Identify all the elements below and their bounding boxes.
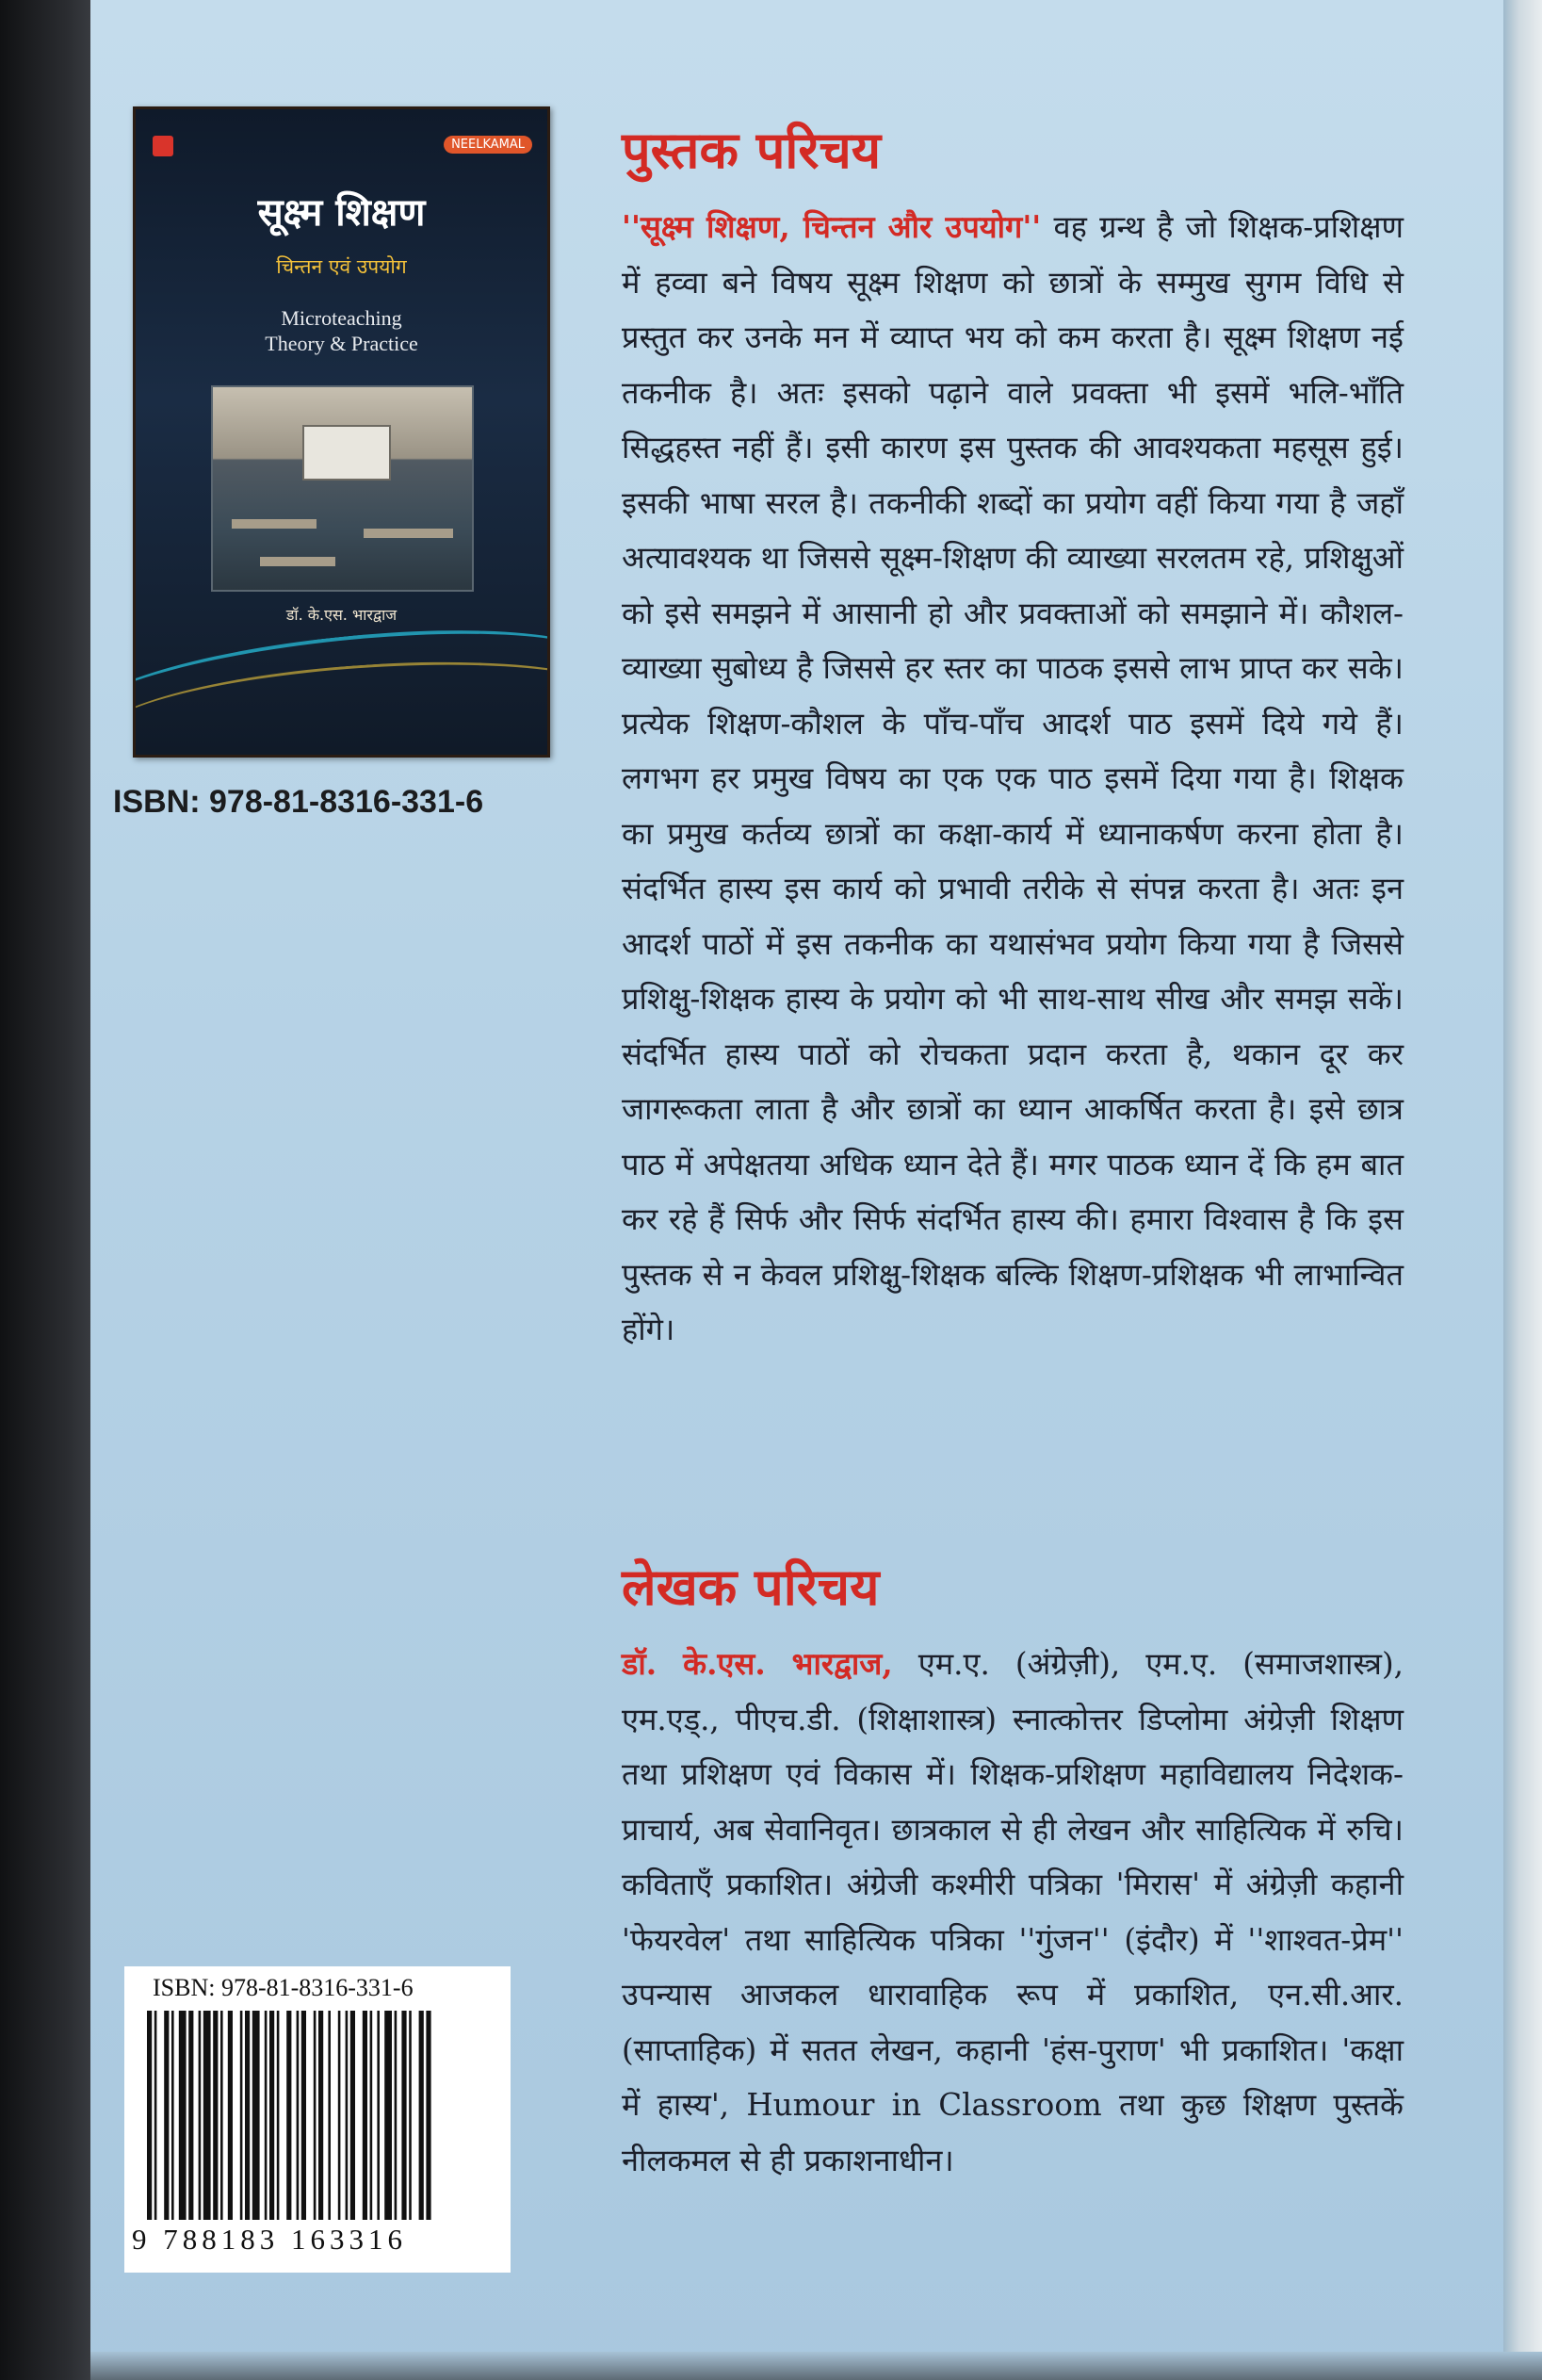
- desk: [364, 529, 453, 538]
- barcode-bar: [301, 2011, 306, 2220]
- barcode-bar: [314, 2011, 317, 2220]
- barcode-bar: [164, 2011, 169, 2220]
- barcode-digits: 9 788183 163316: [132, 2223, 407, 2256]
- barcode-bar: [245, 2011, 250, 2220]
- desk: [260, 557, 335, 566]
- barcode-bar: [401, 2011, 406, 2220]
- barcode-bar: [318, 2011, 323, 2220]
- barcode-bar: [363, 2011, 367, 2220]
- barcode-isbn-text: ISBN: 978-81-8316-331-6: [153, 1974, 414, 2001]
- publisher-logo-icon: [153, 136, 173, 156]
- isbn-label: ISBN: 978-81-8316-331-6: [113, 784, 484, 820]
- barcode-bar: [384, 2011, 392, 2220]
- barcode-bar: [240, 2011, 243, 2220]
- barcode-bar: [277, 2011, 280, 2220]
- bottom-edge: [90, 2352, 1542, 2380]
- barcode-bar: [228, 2011, 233, 2220]
- barcode-bar: [286, 2011, 291, 2220]
- barcode-bar: [147, 2011, 152, 2220]
- barcode-bar: [338, 2011, 341, 2220]
- book-intro-heading: पुस्तक परिचय: [622, 121, 882, 180]
- barcode-bar: [179, 2011, 187, 2220]
- barcode-bar: [199, 2011, 202, 2220]
- book-intro-section: [622, 200, 1404, 1358]
- barcode-bar: [265, 2011, 268, 2220]
- author-name-highlight: डॉ. के.एस. भारद्वाज,: [622, 1645, 893, 1682]
- author-intro-section: [622, 1637, 1404, 2188]
- thumbnail-title: सूक्ष्म शिक्षण: [257, 190, 426, 235]
- publisher-badge: NEELKAMAL: [444, 136, 532, 154]
- whiteboard: [302, 425, 391, 481]
- page-edge: [1503, 0, 1542, 2380]
- barcode-bar: [188, 2011, 193, 2220]
- thumbnail-english-line-1: Microteaching: [281, 306, 402, 330]
- author-intro-paragraph: [622, 1637, 1404, 2188]
- barcode-bar: [419, 2011, 424, 2220]
- book-intro-paragraph: [622, 200, 1404, 1358]
- barcode-bar: [154, 2011, 157, 2220]
- barcode-bars: [147, 2011, 495, 2220]
- barcode-bar: [346, 2011, 349, 2220]
- barcode-bar: [203, 2011, 211, 2220]
- thumbnail-english-line-2: Theory & Practice: [265, 332, 418, 355]
- barcode-bar: [426, 2011, 430, 2220]
- desk: [232, 519, 317, 529]
- barcode-bar: [252, 2011, 260, 2220]
- barcode-bar: [350, 2011, 355, 2220]
- barcode-bar: [328, 2011, 331, 2220]
- barcode-bar: [409, 2011, 412, 2220]
- author-intro-text: एम.ए. (अंग्रेज़ी), एम.ए. (समाजशास्त्र), एम.एड्., पीएच.डी. (शिक्षाशास्त्र) स्नात्कोत्तर डिप्लोमा अंग्रेज़ी शिक्षण तथा प्रशिक्षण एवं विकास में। शिक्षक-प्रशिक्षण महाविद्यालय निदेशक-प्राचार्य, अब सेवानिवृत। छात्रकाल से ही लेखन और साहित्यिक में रुचि। कविताएँ प्रकाशित। अंग्रेजी कश्मीरी पत्रिका 'मिरास' में अंग्रेज़ी कहानी 'फेयरवेल' तथा साहित्यिक पत्रिका ''गुंजन'' (इंदौर) में ''शाश्वत-प्रेम'' उपन्यास आजकल धारावाहिक रूप में प्रकाशित, एन.सी.आर. (साप्ताहिक) में सतत लेखन, कहानी 'हंस-पुराण' भी प्रकाशित। 'कक्षा में हास्य', Humour in Classroom तथा कुछ शिक्षण पुस्तकें नीलकमल से ही प्रकाशनाधीन।: [622, 1646, 1404, 2178]
- book-intro-text: वह ग्रन्थ है जो शिक्षक-प्रशिक्षण में हव्वा बने विषय सूक्ष्म शिक्षण को छात्रों के सम्मुख सुगम विधि से प्रस्तुत कर उनके मन में व्याप्त भय को कम करता है। सूक्ष्म शिक्षण नई तकनीक है। अतः इसको पढ़ाने वाले प्रवक्ता भी इसमें भलि-भाँति सिद्धहस्त नहीं हैं। इसी कारण इस पुस्तक की आवश्यकता महसूस हुई। इसकी भाषा सरल है। तकनीकी शब्दों का प्रयोग वहीं किया गया है जहाँ अत्यावश्यक था जिससे सूक्ष्म-शिक्षण की व्याख्या सरलतम रहे, प्रशिक्षुओं को इसे समझने में आसानी हो और प्रवक्ताओं को समझाने में। कौशल-व्याख्या सुबोध्य है जिससे हर स्तर का पाठक इससे लाभ प्राप्त कर सके। प्रत्येक शिक्षण-कौशल के पाँच-पाँच आदर्श पाठ इसमें दिये गये हैं। लगभग हर प्रमुख विषय का एक एक पाठ इसमें दिया गया है। शिक्षक का प्रमुख कर्तव्य छात्रों का कक्षा-कार्य में ध्यानाकर्षण करना होता है। संदर्भित हास्य इस कार्य को प्रभावी तरीके से संपन्न करता है। अतः इन आदर्श पाठों में इस तकनीक का यथासंभव प्रयोग किया गया है जिससे प्रशिक्षु-शिक्षक हास्य के प्रयोग को भी साथ-साथ सीख और समझ सकें। संदर्भित हास्य पाठों को रोचकता प्रदान करता है, थकान दूर कर जागरूकता लाता है और छात्रों का ध्यान आकर्षित करता है। इसे छात्र पाठ में अपेक्षतया अधिक ध्यान देते हैं। मगर पाठक ध्यान दें कि हम बात कर रहे हैं सिर्फ और सिर्फ संदर्भित हास्य की। हमारा विश्वास है कि इस पुस्तक से न केवल प्रशिक्षु-शिक्षक बल्कि शिक्षण-प्रशिक्षक भी लाभान्वित होंगे।: [622, 209, 1404, 1347]
- thumbnail-english-title: [136, 305, 547, 356]
- author-intro-heading: लेखक परिचय: [622, 1557, 880, 1617]
- barcode-bar: [269, 2011, 274, 2220]
- barcode-bar: [213, 2011, 218, 2220]
- front-cover-thumbnail: [133, 106, 550, 758]
- barcode-bar: [370, 2011, 373, 2220]
- barcode: [124, 1966, 511, 2273]
- thumbnail-author: डॉ. के.एस. भारद्वाज: [285, 606, 398, 624]
- thumbnail-subtitle: चिन्तन एवं उपयोग: [276, 255, 407, 278]
- barcode-bar: [171, 2011, 174, 2220]
- classroom-photo: [211, 385, 474, 592]
- book-title-highlight: ''सूक्ष्म शिक्षण, चिन्तन और उपयोग'': [622, 208, 1042, 245]
- spine-shadow: [0, 0, 94, 2380]
- barcode-bar: [377, 2011, 380, 2220]
- barcode-bar: [220, 2011, 223, 2220]
- barcode-bar: [297, 2011, 300, 2220]
- barcode-bar: [395, 2011, 398, 2220]
